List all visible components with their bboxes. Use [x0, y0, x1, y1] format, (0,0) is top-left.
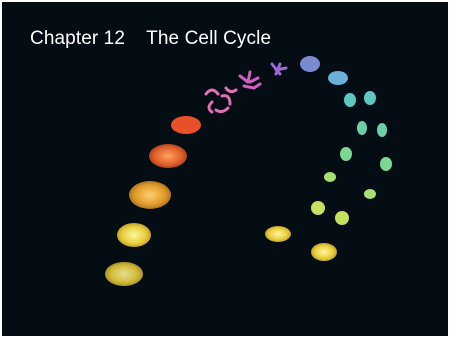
cell-cytokinesis-2	[311, 201, 349, 225]
cell-telophase-2	[340, 147, 392, 171]
cell-interphase-1	[105, 262, 143, 286]
cell-prophase-2	[149, 144, 187, 168]
cell-cycle-figure	[2, 2, 448, 336]
cell-daughter-2	[311, 243, 337, 261]
chromosomes-pink-1	[206, 88, 236, 112]
cell-daughter-1	[265, 226, 291, 242]
cell-prophase-1	[129, 181, 171, 209]
cell-metaphase	[300, 56, 320, 72]
chromosomes-magenta-2	[240, 72, 260, 88]
slide-title: Chapter 12 The Cell Cycle	[30, 28, 272, 49]
cell-prometaphase	[171, 116, 201, 134]
cell-cytokinesis-1	[324, 172, 376, 199]
chromosomes-violet-3	[272, 64, 286, 74]
cell-telophase-1	[357, 121, 387, 137]
slide	[2, 2, 448, 336]
cell-anaphase-1	[328, 71, 348, 85]
cell-anaphase-2	[344, 91, 376, 107]
cell-interphase-2	[117, 223, 151, 247]
